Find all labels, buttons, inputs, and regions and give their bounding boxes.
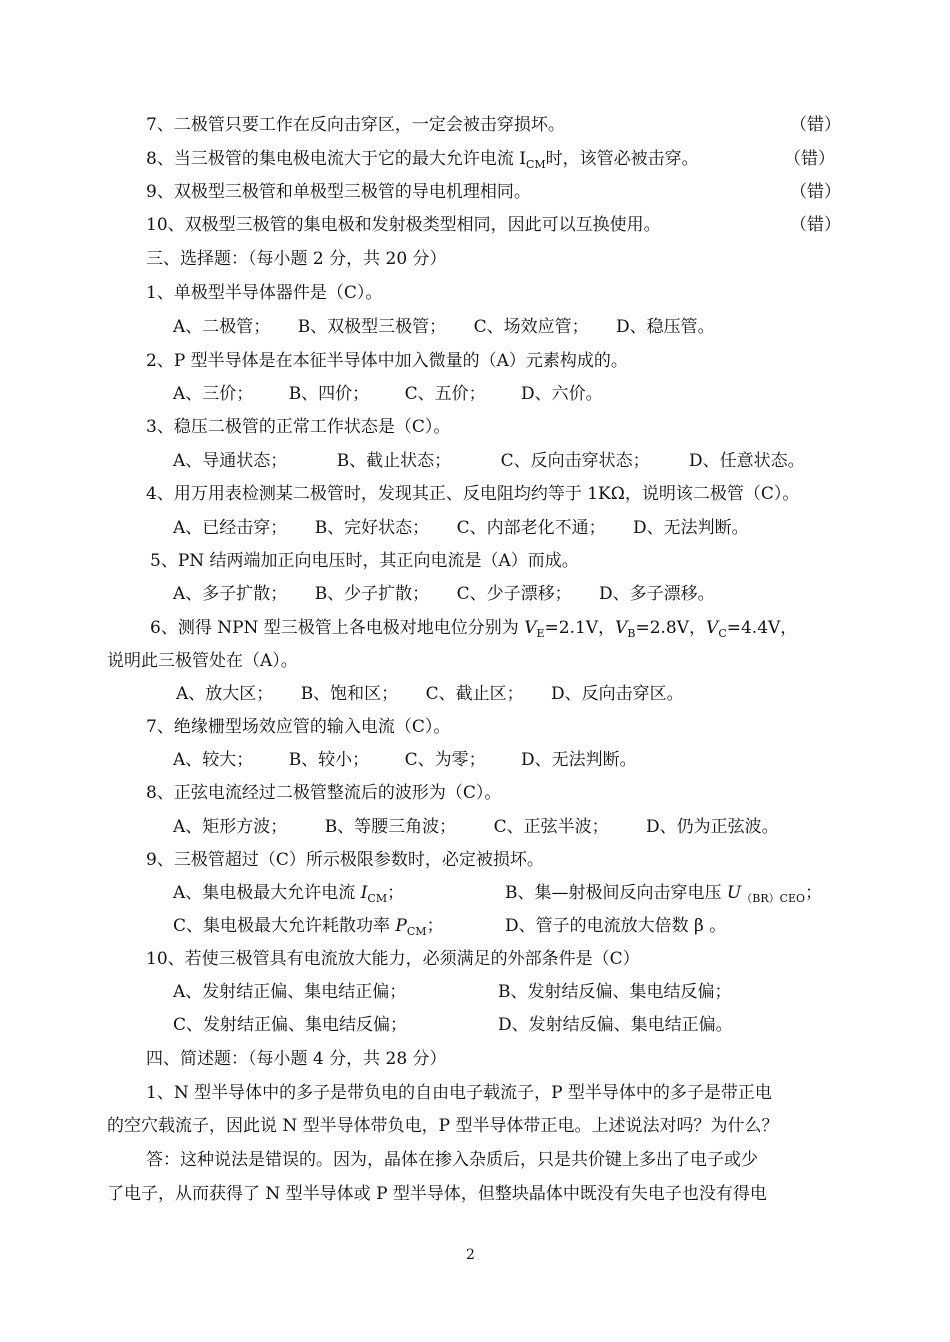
- question-options-4: [173, 517, 749, 539]
- item-text: 双极型三极管的集电极和发射极类型相同，因此可以互换使用。: [184, 215, 661, 235]
- option-b: B、双极型三极管；: [297, 317, 447, 337]
- item-subscript: CM: [525, 158, 546, 171]
- option-c: C、场效应管；: [473, 317, 589, 337]
- option-tail: ；: [426, 916, 444, 936]
- question-stem-1: 1、单极型半导体器件是（C）。: [146, 283, 383, 303]
- item-number: 10、: [146, 215, 185, 235]
- question-stem-7: 7、绝缘栅型场效应管的输入电流（C）。: [146, 717, 451, 737]
- short-answer-1-line2: 了电子，从而获得了 N 型半导体或 P 型半导体，但整块晶体中既没有失电子也没有得电: [107, 1184, 767, 1204]
- option-b: B、四价；: [288, 384, 370, 404]
- var-u: U: [726, 883, 742, 903]
- value-vb: =2.8V，: [635, 618, 707, 638]
- option-d: D、无法判断。: [633, 518, 749, 538]
- var-ve: V: [524, 618, 537, 638]
- question-option-10c: C、发射结正偏、集电结反偏；: [173, 1015, 408, 1035]
- item-text-tail: 时，该管必被击穿。: [545, 149, 699, 169]
- question-stem-5: 5、PN 结两端加正向电压时，其正向电流是（A）而成。: [150, 551, 579, 571]
- option-c: C、截止区；: [425, 684, 524, 704]
- option-a: A、已经击穿；: [173, 518, 288, 538]
- option-tail: ；: [805, 883, 823, 903]
- option-d: D、六价。: [521, 384, 603, 404]
- sub-b: B: [627, 627, 636, 640]
- option-d: D、无法判断。: [521, 750, 637, 770]
- option-a: A、多子扩散；: [173, 584, 288, 604]
- question-option-10a: A、发射结正偏、集电结正偏；: [173, 982, 407, 1002]
- option-d: D、多子漂移。: [599, 584, 715, 604]
- question-option-9b: [505, 882, 822, 910]
- short-question-1-line2: 的空穴载流子，因此说 N 型半导体带负电，P 型半导体带正电。上述说法对吗？为什么？: [107, 1116, 779, 1136]
- section-title-short-answer: 四、简述题：（每小题 4 分，共 28 分）: [146, 1049, 447, 1069]
- item-number: 9、: [146, 182, 174, 202]
- var-i: I: [360, 883, 368, 903]
- item-text: 双极型三极管和单极型三极管的导电机理相同。: [173, 182, 531, 202]
- page-number: 2: [466, 1247, 475, 1263]
- sub-e: E: [536, 627, 545, 640]
- sub-cm: CM: [367, 892, 388, 905]
- stem-text: 6、测得 NPN 型三极管上各电极对地电位分别为: [150, 618, 525, 638]
- question-options-5: [173, 583, 715, 605]
- option-b: B、少子扩散；: [314, 584, 430, 604]
- value-vc: =4.4V，: [726, 618, 798, 638]
- var-p: P: [395, 916, 407, 936]
- option-text: C、集电极最大允许耗散功率: [173, 916, 396, 936]
- var-vc: V: [706, 618, 719, 638]
- short-question-1-line1: 1、N 型半导体中的多子是带负电的自由电子载流子，P 型半导体中的多子是带正电: [146, 1083, 772, 1103]
- question-stem-4: 4、用万用表检测某二极管时，发现其正、反电阻均约等于 1KΩ，说明该二极管（C）。: [146, 484, 800, 504]
- option-d: D、任意状态。: [689, 451, 805, 471]
- question-options-8: [173, 816, 779, 838]
- option-d: D、反向击穿区。: [551, 684, 684, 704]
- option-c: C、内部老化不通；: [456, 518, 606, 538]
- sub-br-ceo: （BR）CEO: [741, 892, 806, 905]
- question-options-7: [173, 749, 637, 771]
- question-stem-6: [150, 617, 797, 645]
- option-c: C、正弦半波；: [493, 817, 609, 837]
- question-stem-10: 10、若使三极管具有电流放大能力，必须满足的外部条件是（C）: [146, 949, 640, 969]
- judgement-item-7: [146, 114, 565, 136]
- option-c: C、反向击穿状态；: [500, 451, 650, 471]
- judgement-item-9: [146, 181, 531, 203]
- option-a: A、三价；: [173, 384, 254, 404]
- sub-cm: CM: [406, 925, 427, 938]
- question-option-9c: [173, 915, 444, 943]
- judgement-answer-8: （错）: [784, 149, 835, 169]
- question-options-1: [173, 316, 715, 338]
- value-ve: =2.1V，: [544, 618, 616, 638]
- item-text: 当三极管的集电极电流大于它的最大允许电流 I: [173, 149, 526, 169]
- option-c: C、五价；: [404, 384, 486, 404]
- question-stem-6-cont: 说明此三极管处在（A）。: [107, 651, 298, 671]
- option-a: A、矩形方波；: [173, 817, 288, 837]
- option-text: A、集电极最大允许电流: [173, 883, 361, 903]
- option-d: D、仍为正弦波。: [646, 817, 779, 837]
- option-b: B、较小；: [288, 750, 370, 770]
- short-answer-1-line1: 答：这种说法是错误的。因为，晶体在掺入杂质后，只是共价键上多出了电子或少: [146, 1150, 758, 1170]
- question-options-6: [176, 683, 684, 705]
- judgement-answer-7: （错）: [790, 115, 841, 135]
- question-stem-9: 9、三极管超过（C）所示极限参数时，必定被损坏。: [146, 850, 544, 870]
- sub-c: C: [718, 627, 727, 640]
- option-b: B、完好状态；: [314, 518, 430, 538]
- question-options-2: [173, 383, 603, 405]
- option-b: B、等腰三角波；: [324, 817, 457, 837]
- option-d: D、稳压管。: [616, 317, 715, 337]
- question-option-9a: [173, 882, 404, 910]
- option-c: C、为零；: [404, 750, 486, 770]
- judgement-answer-9: （错）: [790, 182, 841, 202]
- judgement-answer-10: （错）: [790, 215, 841, 235]
- item-number: 7、: [146, 115, 174, 135]
- option-a: A、二极管；: [173, 317, 271, 337]
- option-a: A、放大区；: [176, 684, 274, 704]
- question-options-3: [173, 450, 805, 472]
- option-a: A、导通状态；: [173, 451, 288, 471]
- judgement-item-10: [146, 214, 661, 236]
- option-a: A、较大；: [173, 750, 254, 770]
- var-vb: V: [615, 618, 628, 638]
- question-option-9d: D、管子的电流放大倍数 β 。: [505, 916, 727, 936]
- option-tail: ；: [387, 883, 405, 903]
- item-number: 8、: [146, 149, 174, 169]
- section-title-choice: 三、选择题：（每小题 2 分，共 20 分）: [146, 249, 447, 269]
- question-stem-3: 3、稳压二极管的正常工作状态是（C）。: [146, 417, 451, 437]
- question-stem-2: 2、P 型半导体是在本征半导体中加入微量的（A）元素构成的。: [146, 351, 628, 371]
- option-b: B、截止状态；: [336, 451, 452, 471]
- item-text: 二极管只要工作在反向击穿区，一定会被击穿损坏。: [173, 115, 565, 135]
- question-stem-8: 8、正弦电流经过二极管整流后的波形为（C）。: [146, 783, 502, 803]
- option-c: C、少子漂移；: [456, 584, 572, 604]
- judgement-item-8: [146, 148, 699, 176]
- option-b: B、饱和区；: [300, 684, 399, 704]
- option-text: B、集—射极间反向击穿电压: [505, 883, 727, 903]
- question-option-10b: B、发射结反偏、集电结反偏；: [498, 982, 732, 1002]
- question-option-10d: D、发射结反偏、集电结正偏。: [498, 1015, 733, 1035]
